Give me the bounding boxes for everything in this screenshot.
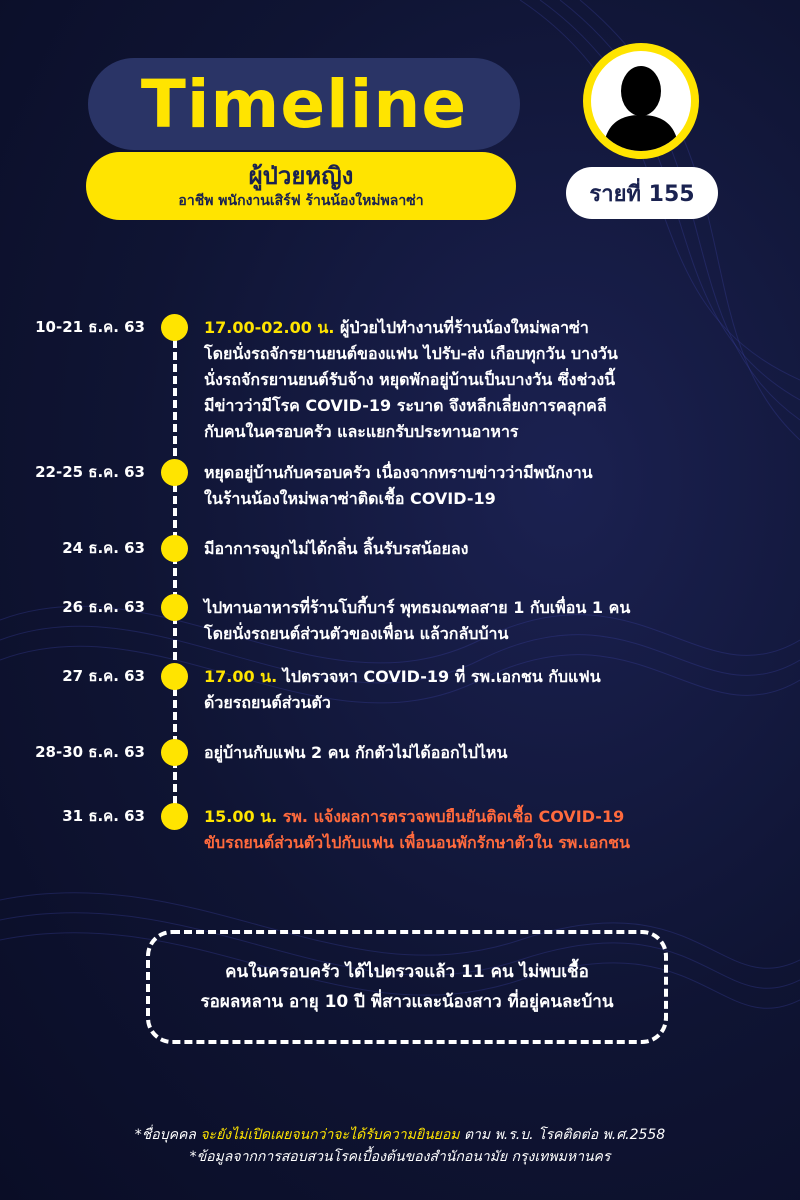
timeline-dot	[161, 663, 188, 690]
timeline-description: 17.00-02.00 น. ผู้ป่วยไปทำงานที่ร้านน้องใหม่พลาซ่า โดยนั่งรถจักรยานยนต์ของแฟน ไปรับ-ส่ง เกือบทุกวัน บางวัน นั่งรถจักรยานยนต์รับจ้าง หยุดพักอยู่บ้านเป็นบางวัน ซึ่งช่วงนี้ มีข่าวว่ามีโรค COVID-19 ระบาด จึงหลีกเลี่ยงการคลุกคลี กับคนในครอบครัว และแยกรับประทานอาหาร	[204, 318, 618, 441]
footnote-privacy: *ชื่อบุคคล จะยังไม่เปิดเผยจนกว่าจะได้รับความยินยอม ตาม พ.ร.บ. โรคติดต่อ พ.ศ.2558	[134, 1127, 666, 1143]
timeline-date: 10-21 ธ.ค. 63	[35, 318, 145, 336]
timeline-description: หยุดอยู่บ้านกับครอบครัว เนื่องจากทราบข่าวว่ามีพนักงาน ในร้านน้องใหม่พลาซ่าติดเชื้อ COVID-19	[204, 463, 593, 508]
avatar	[583, 43, 699, 159]
timeline-time: 17.00 น.	[204, 667, 278, 686]
timeline-dot	[161, 803, 188, 830]
timeline-dot	[161, 535, 188, 562]
timeline-date: 27 ธ.ค. 63	[62, 667, 145, 685]
timeline-dot	[161, 739, 188, 766]
occupation-label: อาชีพ พนักงานเสิร์ฟ ร้านน้องใหม่พลาซ่า	[178, 193, 424, 209]
timeline-description: 15.00 น. รพ. แจ้งผลการตรวจพบยืนยันติดเชื้อ COVID-19 ขับรถยนต์ส่วนตัวไปกับแฟน เพื่อนอนพักรักษาตัวใน รพ.เอกชน	[204, 807, 630, 852]
timeline-date: 24 ธ.ค. 63	[62, 539, 145, 557]
note-line: รอผลหลาน อายุ 10 ปี พี่สาวและน้องสาว ที่อยู่คนละบ้าน	[200, 992, 614, 1012]
timeline-time: 15.00 น.	[204, 807, 278, 826]
patient-label: ผู้ป่วยหญิง	[248, 162, 354, 190]
timeline-dot	[161, 314, 188, 341]
footnote-source: *ข้อมูลจากการสอบสวนโรคเบื้องต้นของสำนักอนามัย กรุงเทพมหานคร	[189, 1149, 611, 1165]
timeline-description: 17.00 น. ไปตรวจหา COVID-19 ที่ รพ.เอกชน กับแฟน ด้วยรถยนต์ส่วนตัว	[204, 667, 601, 712]
timeline-dot	[161, 459, 188, 486]
timeline-date: 22-25 ธ.ค. 63	[35, 463, 145, 481]
note-line: คนในครอบครัว ได้ไปตรวจแล้ว 11 คน ไม่พบเชื้อ	[225, 962, 589, 982]
title-banner	[88, 58, 520, 150]
person-silhouette-icon	[591, 51, 691, 151]
timeline-description: ไปทานอาหารที่ร้านโบกี้บาร์ พุทธมณฑลสาย 1 กับเพื่อน 1 คน โดยนั่งรถยนต์ส่วนตัวของเพื่อน แล้วกลับบ้าน	[204, 598, 631, 643]
timeline-date: 28-30 ธ.ค. 63	[35, 743, 145, 761]
timeline-dot	[161, 594, 188, 621]
page-title: Timeline	[140, 65, 468, 143]
timeline-date: 26 ธ.ค. 63	[62, 598, 145, 616]
family-test-note	[146, 930, 668, 1044]
timeline-description: มีอาการจมูกไม่ได้กลิ่น ลิ้นรับรสน้อยลง	[204, 539, 469, 558]
case-number-badge: รายที่ 155	[566, 167, 718, 219]
timeline-date: 31 ธ.ค. 63	[62, 807, 145, 825]
timeline-description: อยู่บ้านกับแฟน 2 คน กักตัวไม่ได้ออกไปไหน	[204, 743, 508, 762]
timeline-time: 17.00-02.00 น.	[204, 318, 335, 337]
patient-banner	[86, 152, 516, 220]
